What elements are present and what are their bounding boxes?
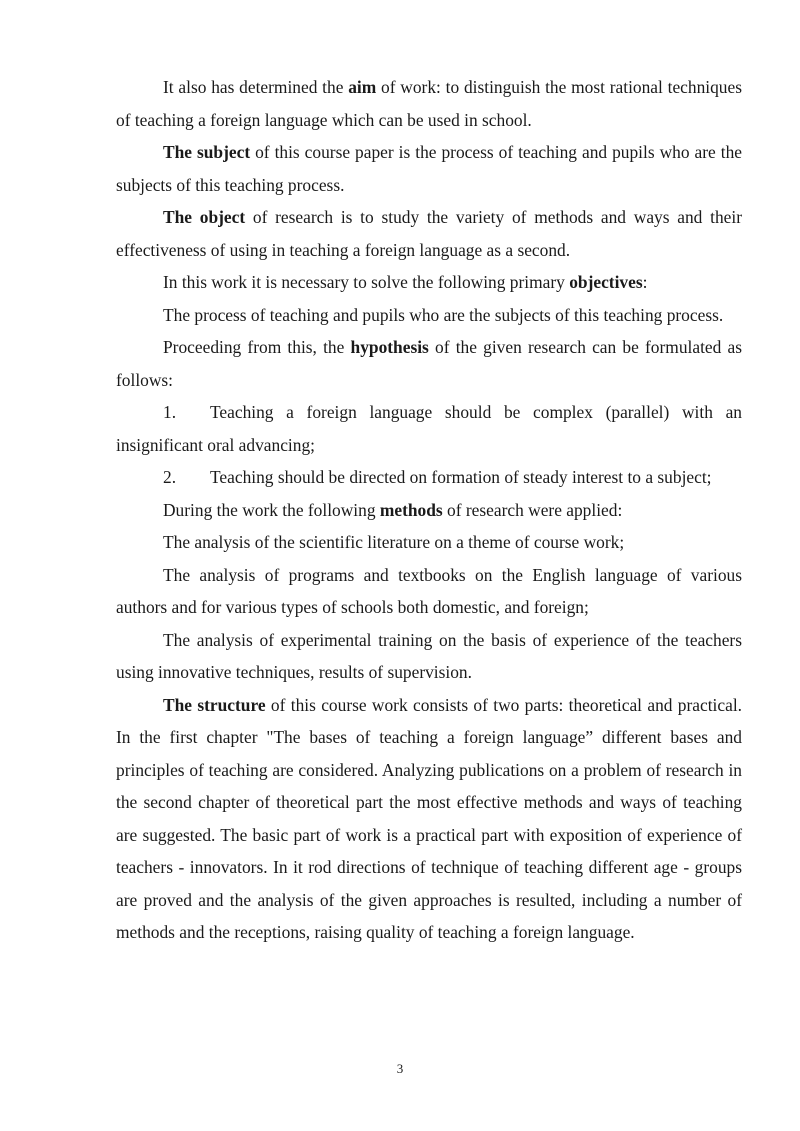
term-aim: aim bbox=[348, 77, 377, 97]
paragraph-text: of work: to distinguish the most rational techniques of teaching a foreign language which can be used in school. bbox=[116, 77, 742, 130]
paragraph-subject bbox=[116, 136, 742, 201]
paragraph-objectives bbox=[116, 266, 742, 299]
list-item-2 bbox=[116, 461, 742, 494]
paragraph-object bbox=[116, 201, 742, 266]
paragraph-text: The process of teaching and pupils who are the subjects of this teaching process. bbox=[163, 304, 724, 325]
paragraph-text: The analysis of programs and textbooks on the English language of various authors and for various types of schools both domestic, and foreign; bbox=[116, 564, 742, 617]
paragraph-text: of research is to study the variety of methods and ways and their effectiveness of using in teaching a foreign language as a second. bbox=[116, 207, 742, 260]
term-methods: methods bbox=[379, 499, 443, 520]
paragraph-text: of research were applied: bbox=[442, 499, 623, 520]
paragraph-process bbox=[116, 299, 742, 332]
paragraph-text: During the work the following bbox=[163, 499, 380, 520]
paragraph-text: of this course paper is the process of teaching and pupils who are the subjects of this teaching process. bbox=[116, 142, 742, 195]
list-item-1 bbox=[116, 396, 742, 461]
term-objectives: objectives bbox=[569, 272, 643, 292]
term-subject: The subject bbox=[163, 142, 251, 162]
paragraph-method-1 bbox=[116, 526, 742, 559]
paragraph-method-3 bbox=[116, 624, 742, 689]
paragraph-text: Proceeding from this, the bbox=[163, 337, 351, 357]
list-number: 2. bbox=[163, 467, 177, 487]
term-object: The object bbox=[163, 207, 246, 227]
paragraph-text: The analysis of experimental training on the basis of experience of the teachers using innovative techniques, results of supervision. bbox=[116, 629, 742, 682]
paragraph-text: of the given research can be formulated as follows: bbox=[116, 337, 742, 390]
term-hypothesis: hypothesis bbox=[350, 337, 429, 357]
paragraph-structure bbox=[116, 689, 742, 949]
page-number: 3 bbox=[396, 1061, 404, 1076]
paragraph-text: In this work it is necessary to solve the following primary bbox=[163, 272, 570, 292]
paragraph-text: It also has determined the bbox=[163, 77, 349, 97]
list-number: 1. bbox=[163, 402, 177, 422]
list-item-text: Teaching should be directed on formation of steady interest to a subject; bbox=[210, 467, 712, 487]
paragraph-hypothesis bbox=[116, 331, 742, 396]
paragraph-methods bbox=[116, 494, 742, 527]
term-structure: The structure bbox=[163, 694, 266, 715]
document-body bbox=[116, 71, 742, 949]
paragraph-text: of this course work consists of two parts: theoretical and practical. In the first chapter "The bases of teaching a foreign language” different bases and principles of teaching are considered. Analyzing publications on a problem of research in the second chapter of theoretical part the most effective methods and ways of teaching are suggested. The basic part of work is a practical part with exposition of experience of teachers - innovators. In it rod directions of technique of teaching different age - groups are proved and the analysis of the given approaches is resulted, including a number of methods and the receptions, raising quality of teaching a foreign language. bbox=[116, 694, 742, 942]
paragraph-text: The analysis of the scientific literature on a theme of course work; bbox=[163, 532, 625, 552]
paragraph-text: : bbox=[642, 272, 648, 292]
paragraph-aim bbox=[116, 71, 742, 136]
paragraph-method-2 bbox=[116, 559, 742, 624]
list-item-text: Teaching a foreign language should be complex (parallel) with an insignificant oral advancing; bbox=[116, 402, 742, 455]
